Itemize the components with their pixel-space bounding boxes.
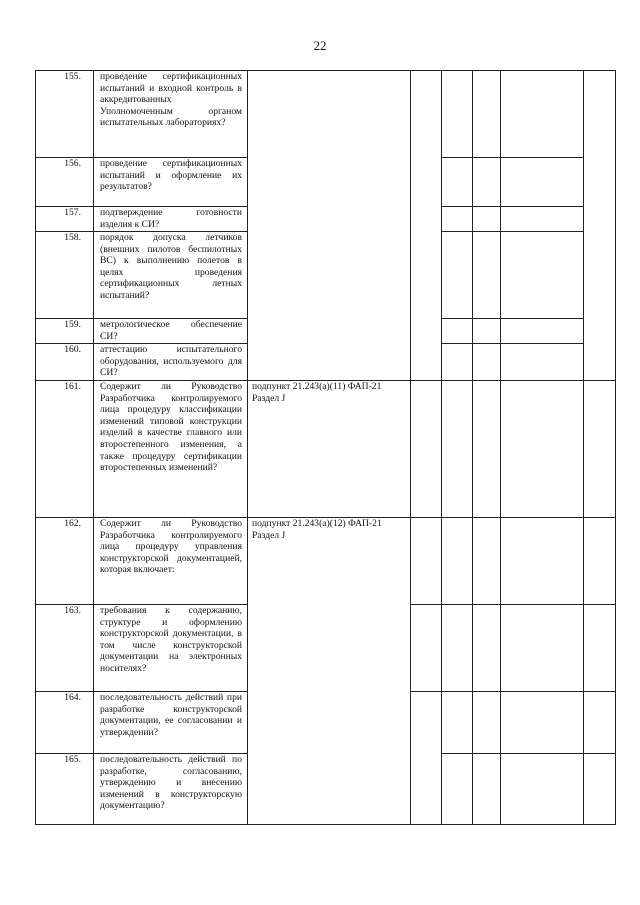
answer-cell: [473, 158, 501, 207]
table-row: [36, 71, 616, 158]
row-number: 165.: [36, 754, 94, 825]
row-number: 158.: [36, 232, 94, 319]
row-number: 155.: [36, 71, 94, 158]
reference-cell: [248, 71, 411, 381]
question-cell: требования к содержанию, структуре и оформлению конструкторской документации, в том числе конструкторской документации на электронных носителях?: [94, 605, 248, 692]
reference-cell: подпункт 21.243(a)(11) ФАП-21 Раздел J: [248, 381, 411, 518]
question-cell: последовательность действий по разработке, согласованию, утверждению и внесению изменений в конструкторскую документацию?: [94, 754, 248, 825]
answer-cell: [442, 344, 473, 381]
answer-cell: [584, 71, 616, 381]
answer-cell: [442, 754, 473, 825]
answer-cell: [501, 381, 584, 518]
answer-cell: [442, 71, 473, 158]
answer-cell: [501, 518, 584, 605]
answer-cell: [411, 381, 442, 518]
row-number: 157.: [36, 207, 94, 232]
question-cell: аттестацию испытательного оборудования, используемого для СИ?: [94, 344, 248, 381]
answer-cell: [501, 692, 584, 754]
question-cell: проведение сертификационных испытаний и оформление их результатов?: [94, 158, 248, 207]
answer-cell: [473, 232, 501, 319]
answer-cell: [473, 207, 501, 232]
answer-cell: [442, 319, 473, 344]
question-cell: порядок допуска летчиков (внешних пилотов беспилотных ВС) к выполнению полетов в целях проведения сертификационных летных испытаний?: [94, 232, 248, 319]
answer-cell: [442, 207, 473, 232]
answer-cell: [411, 71, 442, 381]
row-number: 164.: [36, 692, 94, 754]
answer-cell: [442, 158, 473, 207]
answer-cell: [501, 344, 584, 381]
answer-cell: [584, 605, 616, 692]
row-number: 162.: [36, 518, 94, 605]
table-row: [36, 518, 616, 605]
answer-cell: [411, 692, 442, 825]
page-number: 22: [313, 38, 327, 53]
answer-cell: [501, 158, 584, 207]
answer-cell: [473, 381, 501, 518]
answer-cell: [473, 319, 501, 344]
question-cell: подтверждение готовности изделия к СИ?: [94, 207, 248, 232]
answer-cell: [442, 692, 473, 754]
answer-cell: [411, 518, 442, 605]
answer-cell: [584, 381, 616, 518]
answer-cell: [501, 232, 584, 319]
answer-cell: [501, 71, 584, 158]
row-number: 159.: [36, 319, 94, 344]
answer-cell: [442, 605, 473, 692]
question-cell: проведение сертификационных испытаний и входной контроль в аккредитованных Уполномоченным органом испытательных лабораториях?: [94, 71, 248, 158]
answer-cell: [411, 605, 442, 692]
answer-cell: [501, 605, 584, 692]
reference-cell: подпункт 21.243(a)(12) ФАП-21 Раздел J: [248, 518, 411, 825]
answer-cell: [584, 754, 616, 825]
answer-cell: [473, 754, 501, 825]
answer-cell: [501, 319, 584, 344]
answer-cell: [501, 207, 584, 232]
answer-cell: [473, 344, 501, 381]
answer-cell: [473, 692, 501, 754]
answer-cell: [473, 518, 501, 605]
answer-cell: [442, 518, 473, 605]
row-number: 161.: [36, 381, 94, 518]
answer-cell: [501, 754, 584, 825]
row-number: 156.: [36, 158, 94, 207]
answer-cell: [473, 605, 501, 692]
answer-cell: [584, 518, 616, 605]
answer-cell: [442, 381, 473, 518]
checklist-table: [35, 70, 616, 825]
question-cell: Содержит ли Руководство Разработчика контролируемого лица процедуру управления конструкторской документацией, которая включает:: [94, 518, 248, 605]
answer-cell: [442, 232, 473, 319]
answer-cell: [473, 71, 501, 158]
row-number: 163.: [36, 605, 94, 692]
answer-cell: [584, 692, 616, 754]
question-cell: Содержит ли Руководство Разработчика контролируемого лица процедуру классификации изменений типовой конструкции изделий в качестве главного или второстепенного изменения, а также процедуру сертификации второстепенных изменений?: [94, 381, 248, 518]
table-row: [36, 381, 616, 518]
row-number: 160.: [36, 344, 94, 381]
question-cell: последовательность действий при разработке конструкторской документации, ее согласовании и утверждении?: [94, 692, 248, 754]
question-cell: метрологическое обеспечение СИ?: [94, 319, 248, 344]
